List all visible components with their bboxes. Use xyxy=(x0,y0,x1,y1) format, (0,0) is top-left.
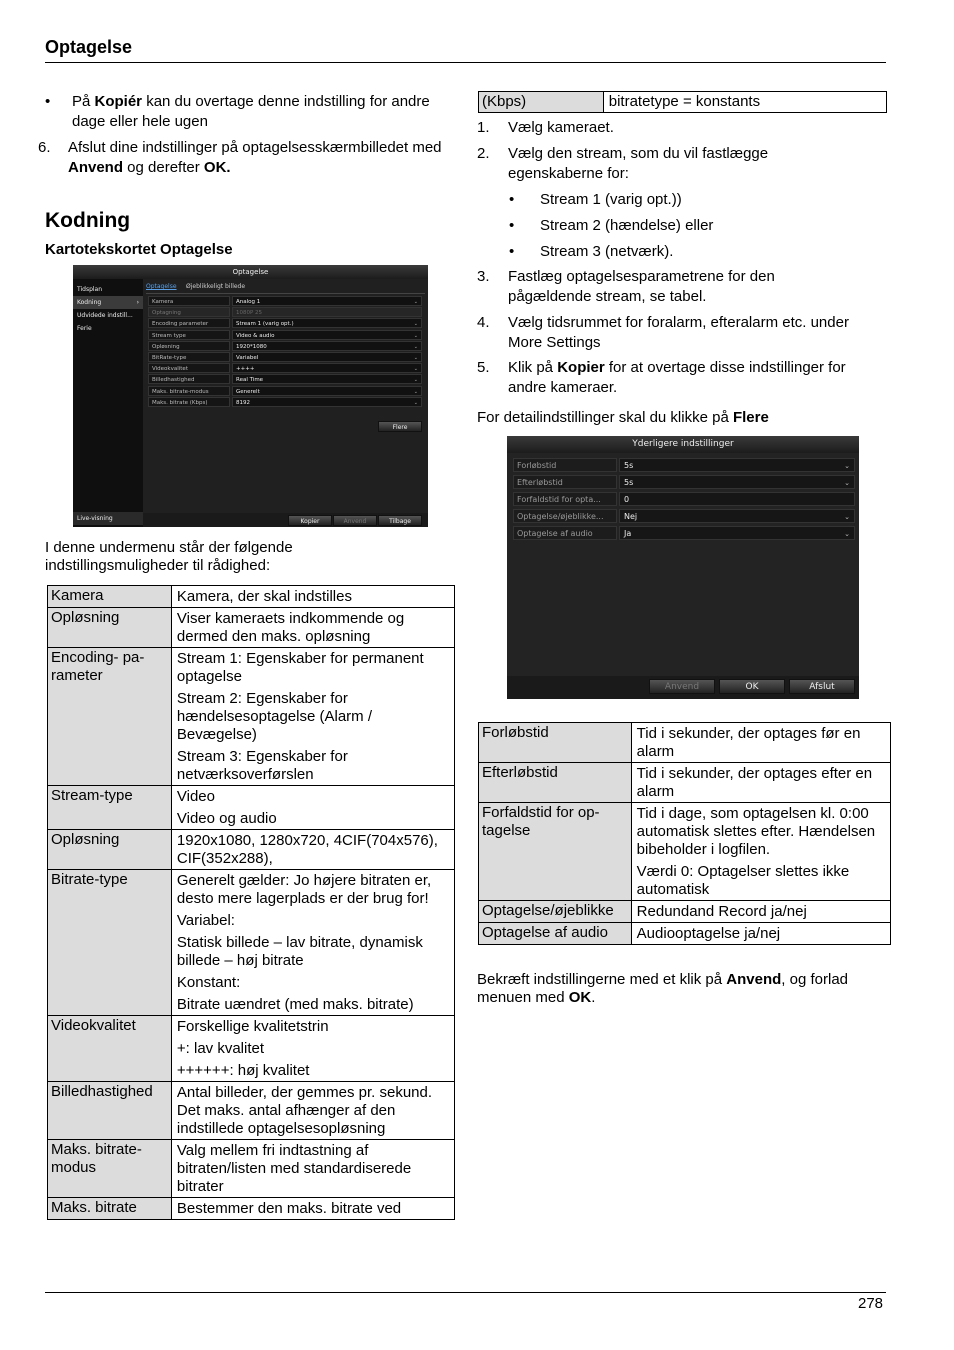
setting-label: Videokvalitet xyxy=(148,363,230,373)
row-value xyxy=(631,803,890,901)
row-key: Maks. bitrate-modus xyxy=(48,1140,172,1198)
setting-value[interactable]: 1080P 25 xyxy=(232,307,422,317)
chevron-down-icon: ⌄ xyxy=(413,332,418,339)
setting-label: Billedhastighed xyxy=(148,374,230,384)
chevron-down-icon: ⌄ xyxy=(844,513,850,521)
copy-button[interactable]: Kopier xyxy=(288,515,332,526)
recording-settings-screenshot xyxy=(73,265,428,527)
row-value xyxy=(171,870,454,1016)
value-line: Video og audio xyxy=(176,810,277,827)
row-key: Opløsning xyxy=(48,608,172,648)
table-row xyxy=(48,786,455,830)
value-line: Bestemmer den maks. bitrate ved xyxy=(176,1200,402,1217)
tab-optagelse[interactable]: Optagelse xyxy=(146,283,177,290)
row-value xyxy=(171,608,454,648)
value-line: Tid i sekunder, der optages efter en alarm xyxy=(636,765,873,800)
table-row xyxy=(479,901,891,923)
setting-label: Maks. bitrate-modus xyxy=(148,386,230,396)
kbps-value: bitratetype = konstants xyxy=(603,92,886,113)
setting-value[interactable]: ++++ ⌄ xyxy=(232,363,422,373)
value-line: Værdi 0: Optagelser slettes ikke automatisk xyxy=(636,863,850,898)
value-line: Stream 1: Egenskaber for permanent optagelse xyxy=(176,650,424,685)
chevron-down-icon: ⌄ xyxy=(413,366,418,373)
chevron-down-icon: ⌄ xyxy=(413,299,418,305)
row-value xyxy=(631,901,890,923)
chevron-down-icon: ⌄ xyxy=(413,377,418,384)
row-key: Maks. bitrate xyxy=(48,1198,172,1220)
table-row xyxy=(48,1140,455,1198)
row-key: Forløbstid xyxy=(479,723,632,763)
kbps-table xyxy=(478,91,887,113)
confirm-text: Bekræft indstillingerne med et klik på Anvend, og forlad menuen med OK. xyxy=(477,971,849,1006)
back-button[interactable]: Tilbage xyxy=(378,515,422,526)
exit-button[interactable]: Afslut xyxy=(789,679,855,694)
table-row xyxy=(48,1198,455,1220)
detail-text: For detailindstillinger skal du klikke på Flere xyxy=(477,409,769,426)
value-line: Konstant: xyxy=(176,974,241,991)
header-rule xyxy=(45,62,886,63)
row-value xyxy=(171,830,454,870)
subheading: Kartotekskortet Optagelse xyxy=(45,241,233,258)
row-value xyxy=(631,723,890,763)
setting-value[interactable]: Stream 1 (varig opt.) ⌄ xyxy=(232,318,422,328)
more-settings-form xyxy=(507,458,859,548)
live-view-button[interactable]: Live-visning xyxy=(73,512,143,525)
setting-label: Maks. bitrate (Kbps) xyxy=(148,397,230,407)
setting-value[interactable]: 8192 ⌄ xyxy=(232,397,422,407)
chevron-down-icon: ⌄ xyxy=(413,399,418,406)
page-number: 278 xyxy=(858,1295,884,1312)
table-row xyxy=(479,923,891,945)
table-intro: I denne undermenu står der følgende indstillingsmuligheder til rådighed: xyxy=(45,539,293,574)
kbps-key: (Kbps) xyxy=(479,92,604,113)
chevron-down-icon: ⌄ xyxy=(844,462,850,470)
setting-label: BitRate-type xyxy=(148,352,230,362)
menu-item-tidsplan[interactable]: Tidsplan xyxy=(77,286,103,293)
row-value xyxy=(171,586,454,608)
setting-label: Stream type xyxy=(148,330,230,340)
setting-value[interactable]: Nej ⌄ xyxy=(619,509,855,523)
row-key: Kamera xyxy=(48,586,172,608)
table-row xyxy=(48,648,455,786)
setting-label: Opløsning xyxy=(148,341,230,351)
table-row xyxy=(48,586,455,608)
setting-value[interactable]: Generelt ⌄ xyxy=(232,386,422,396)
more-settings-table xyxy=(478,722,891,945)
row-key: Bitrate-type xyxy=(48,870,172,1016)
setting-value[interactable]: Video & audio ⌄ xyxy=(232,330,422,340)
settings-form xyxy=(148,296,424,411)
setting-value[interactable]: Variabel ⌄ xyxy=(232,352,422,362)
apply-button[interactable]: Anvend xyxy=(649,679,715,694)
more-button[interactable]: Flere xyxy=(378,421,422,432)
row-value xyxy=(171,1198,454,1220)
chevron-down-icon: ⌄ xyxy=(413,355,418,361)
setting-label: Optagelse/øjeblikke... xyxy=(513,509,617,523)
value-line: Tid i sekunder, der optages før en alarm xyxy=(636,725,861,760)
table-row xyxy=(48,1082,455,1140)
row-key: Optagelse af audio xyxy=(479,923,632,945)
table-row xyxy=(479,723,891,763)
setting-label: Optagning xyxy=(148,307,230,317)
row-key: Efterløbstid xyxy=(479,763,632,803)
chevron-down-icon: ⌄ xyxy=(844,479,850,487)
sidebar xyxy=(73,279,143,527)
value-line: Audiooptagelse ja/nej xyxy=(636,925,781,942)
table-row xyxy=(48,1016,455,1082)
setting-label: Forløbstid xyxy=(513,458,617,472)
row-key: Encoding- pa-rameter xyxy=(48,648,172,786)
row-value xyxy=(171,648,454,786)
ok-button[interactable]: OK xyxy=(719,679,785,694)
value-line: Variabel: xyxy=(176,912,235,929)
row-value xyxy=(171,1140,454,1198)
chevron-right-icon: › xyxy=(136,299,139,306)
setting-label: Optagelse af audio xyxy=(513,526,617,540)
value-line: 1920x1080, 1280x720, 4CIF(704x576), CIF(352x288), xyxy=(176,832,438,867)
menu-item-udvidede[interactable]: Udvidede indstill... xyxy=(77,312,133,319)
setting-value[interactable]: Real Time ⌄ xyxy=(232,374,422,384)
chevron-down-icon: ⌄ xyxy=(413,343,418,350)
content-panel xyxy=(143,279,428,527)
value-line: Statisk billede – lav bitrate, dynamisk billede – høj bitrate xyxy=(176,934,423,969)
row-value xyxy=(631,763,890,803)
value-line: Tid i dage, som optagelsen kl. 0:00 automatisk slettes efter. Hændelsen bibeholder i logfilen. xyxy=(636,805,876,858)
value-line: Bitrate uændret (med maks. bitrate) xyxy=(176,996,414,1013)
more-settings-screenshot xyxy=(507,436,859,699)
value-line: Kamera, der skal indstilles xyxy=(176,588,352,605)
value-line: ++++++: høj kvalitet xyxy=(176,1062,310,1079)
chevron-down-icon: ⌄ xyxy=(413,321,418,328)
table-row xyxy=(479,803,891,901)
chevron-down-icon: ⌄ xyxy=(413,388,418,395)
value-line: Redundand Record ja/nej xyxy=(636,903,807,920)
value-line: Valg mellem fri indtastning af bitraten/listen med standardiserede bitrater xyxy=(176,1142,412,1195)
value-line: Stream 2: Egenskaber for hændelsesoptagelse (Alarm / Bevægelse) xyxy=(176,690,372,743)
row-value xyxy=(171,1082,454,1140)
table-row xyxy=(48,830,455,870)
section-heading: Kodning xyxy=(45,209,131,232)
dialog-title: Yderligere indstillinger xyxy=(507,436,859,453)
row-value xyxy=(171,1016,454,1082)
setting-value[interactable]: Analog 1 ⌄ xyxy=(232,296,422,306)
setting-label: Kamera xyxy=(148,296,230,306)
setting-value[interactable]: 0 xyxy=(619,492,855,506)
value-line: Viser kameraets indkommende og dermed den maks. opløsning xyxy=(176,610,405,645)
row-key: Forfaldstid for op-tagelse xyxy=(479,803,632,901)
dialog-title: Optagelse xyxy=(73,265,428,279)
value-line: Antal billeder, der gemmes pr. sekund. Det maks. antal afhænger af den indstillede optagelsesopløsning xyxy=(176,1084,433,1137)
apply-button[interactable]: Anvend xyxy=(333,515,377,526)
row-value xyxy=(171,786,454,830)
value-line: Video xyxy=(176,788,215,805)
setting-value[interactable]: 5s ⌄ xyxy=(619,475,855,489)
row-key: Opløsning xyxy=(48,830,172,870)
menu-item-ferie[interactable]: Ferie xyxy=(77,325,92,332)
value-line: +: lav kvalitet xyxy=(176,1040,265,1057)
setting-value[interactable]: Ja ⌄ xyxy=(619,526,855,540)
setting-label: Encoding parameter xyxy=(148,318,230,328)
row-key: Optagelse/øjeblikke xyxy=(479,901,632,923)
table-row xyxy=(48,608,455,648)
footer-rule xyxy=(45,1292,886,1293)
row-key: Videokvalitet xyxy=(48,1016,172,1082)
value-line: Generelt gælder: Jo højere bitraten er, desto mere lagerplads er der brug for! xyxy=(176,872,432,907)
chevron-down-icon: ⌄ xyxy=(844,530,850,538)
setting-value[interactable]: 5s ⌄ xyxy=(619,458,855,472)
menu-item-kodning[interactable]: Kodning › xyxy=(73,296,143,309)
table-row xyxy=(479,763,891,803)
value-line: Stream 3: Egenskaber for netværksoverførslen xyxy=(176,748,348,783)
settings-table xyxy=(47,585,455,1220)
setting-label: Efterløbstid xyxy=(513,475,617,489)
page-title: Optagelse xyxy=(45,37,133,57)
row-value xyxy=(631,923,890,945)
value-line: Forskellige kvalitetstrin xyxy=(176,1018,329,1035)
setting-value[interactable]: 1920*1080 ⌄ xyxy=(232,341,422,351)
row-key: Billedhastighed xyxy=(48,1082,172,1140)
tab-snapshot[interactable]: Øjeblikkeligt billede xyxy=(186,283,246,290)
row-key: Stream-type xyxy=(48,786,172,830)
setting-label: Forfaldstid for opta... xyxy=(513,492,617,506)
table-row xyxy=(48,870,455,1016)
